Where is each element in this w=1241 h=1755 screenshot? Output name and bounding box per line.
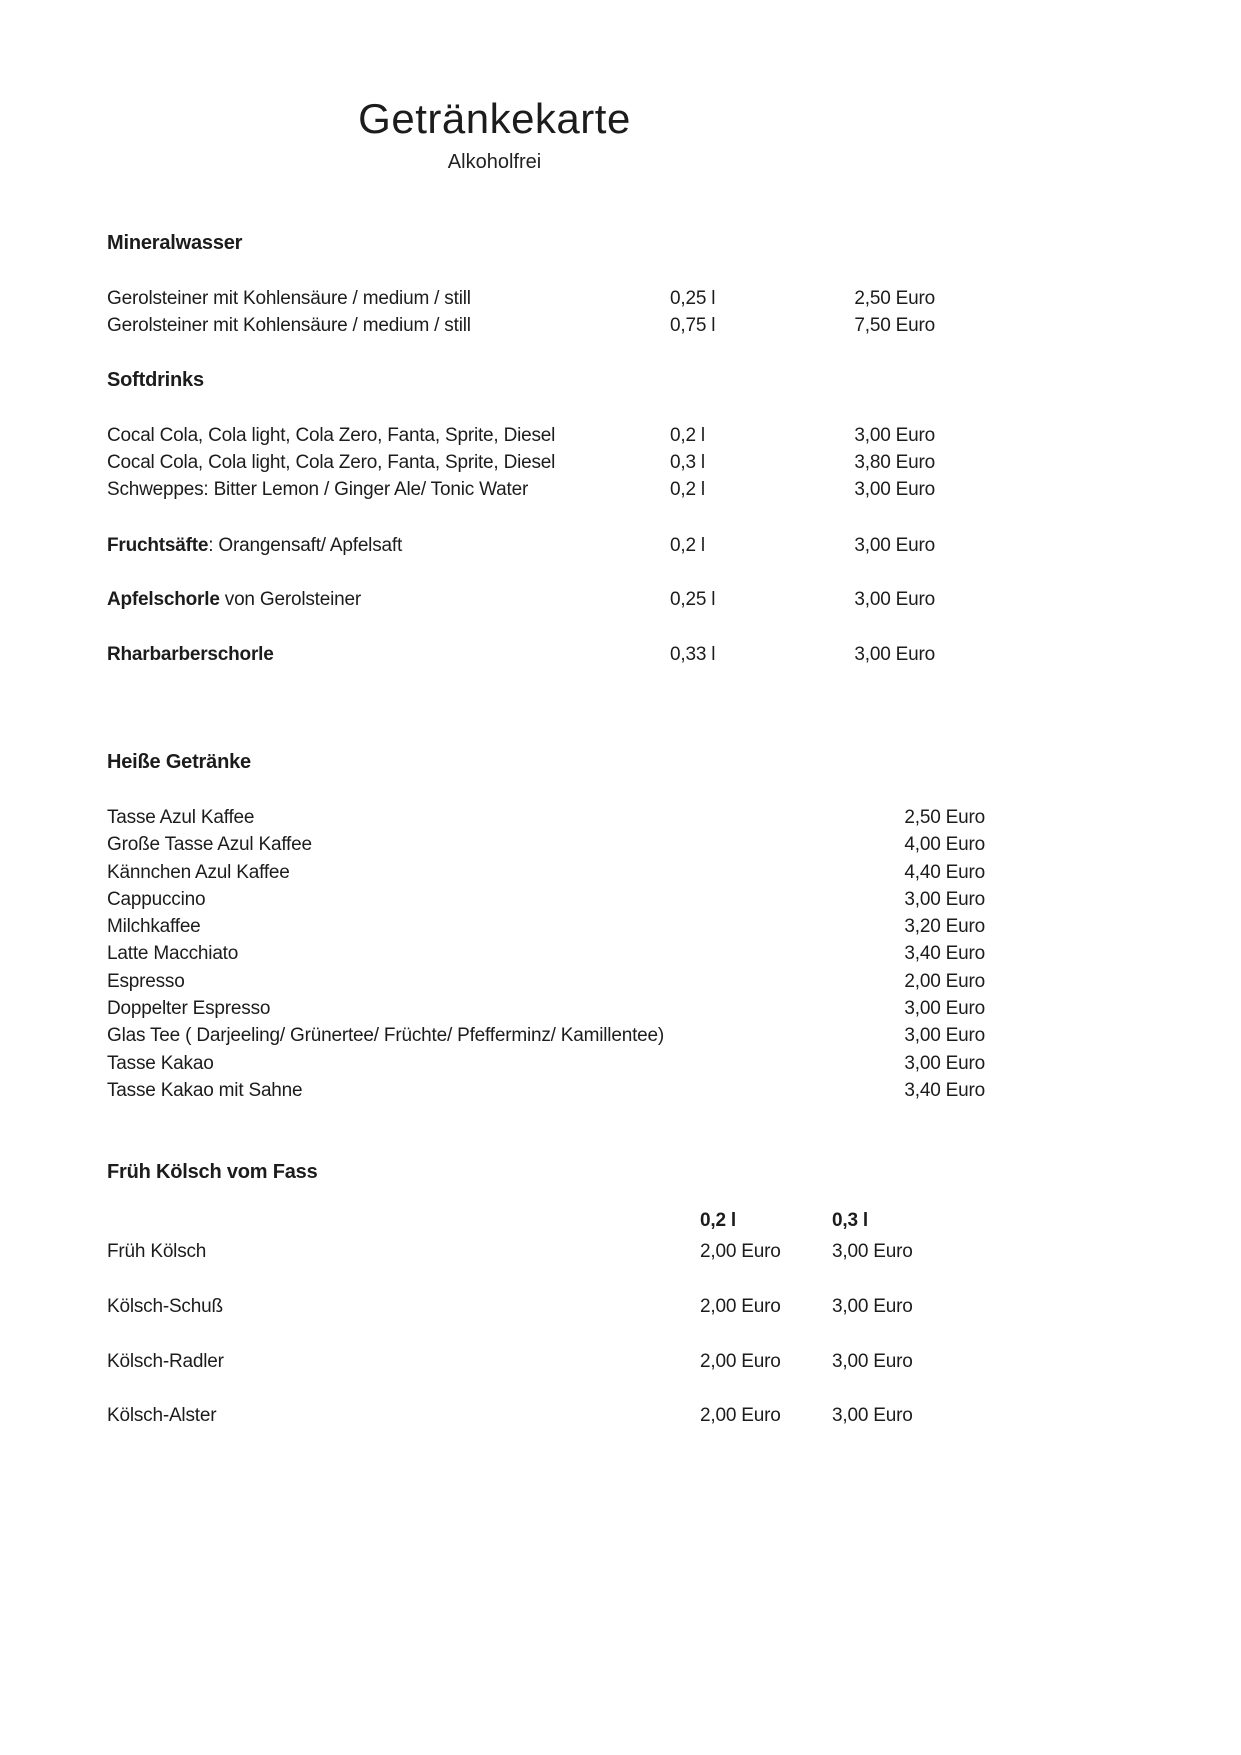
page-subtitle: Alkoholfrei [447,151,542,173]
item-price: 3,40 Euro [904,943,985,965]
table-row [107,886,985,913]
item-name [107,586,670,613]
item-price: 4,00 Euro [904,834,985,856]
item-name: Große Tasse Azul Kaffee [107,834,312,856]
item-volume: 0,2 l [670,535,705,556]
table-row [107,1348,937,1375]
item-volume: 0,33 l [670,644,716,665]
page-title: Getränkekarte [358,95,631,142]
table-row [107,422,935,449]
item-volume: 0,75 l [670,315,716,336]
section-heading-softdrinks: Softdrinks [107,369,204,391]
item-price: 3,00 Euro [904,998,985,1020]
item-volume: 0,25 l [670,288,716,309]
item-name: Tasse Kakao mit Sahne [107,1079,303,1101]
item-volume: 0,2 l [670,425,705,446]
table-row [107,285,935,312]
item-name: Glas Tee ( Darjeeling/ Grünertee/ Früchte/ Pfefferminz/ Kamillentee) [107,1025,665,1047]
table-row [107,913,985,940]
item-name: Tasse Kakao [107,1052,214,1074]
table-row [107,995,985,1022]
item-name: Doppelter Espresso [107,998,271,1020]
item-name: Tasse Azul Kaffee [107,807,255,828]
table-row [107,586,935,613]
item-price: 3,00 Euro [854,425,935,446]
item-volume: 0,25 l [670,589,716,610]
item-name: Cappuccino [107,888,206,910]
heisse-getraenke-rows [107,804,1137,1104]
item-name: Kölsch-Schuß [107,1296,223,1318]
item-price: 7,50 Euro [854,315,935,336]
table-row [107,859,985,886]
title-block [107,96,882,174]
item-name: Schweppes: Bitter Lemon / Ginger Ale/ Tonic Water [107,479,529,500]
size-header-small: 0,2 l [700,1210,736,1232]
item-price-large: 3,00 Euro [832,1405,913,1427]
table-row [107,1077,985,1104]
table-row [107,940,985,967]
section-heading-koelsch: Früh Kölsch vom Fass [107,1161,318,1184]
table-row [107,1238,937,1265]
item-name: Kölsch-Alster [107,1405,217,1427]
table-row [107,831,985,858]
item-name [107,641,670,668]
table-row [107,968,985,995]
item-price-small: 2,00 Euro [700,1241,781,1263]
item-price: 3,40 Euro [904,1079,985,1101]
item-name: Gerolsteiner mit Kohlensäure / medium / still [107,315,471,336]
item-price: 2,50 Euro [854,288,935,309]
table-row [107,1293,937,1320]
item-name-bold: Rharbarberschorle [107,644,274,665]
table-row [107,532,935,559]
item-name: Früh Kölsch [107,1241,207,1263]
item-price: 3,00 Euro [854,479,935,500]
item-name-rest: von Gerolsteiner [219,589,361,610]
item-price-large: 3,00 Euro [832,1296,913,1318]
item-price: 2,50 Euro [904,807,985,828]
section-heading-mineralwasser: Mineralwasser [107,232,243,254]
mineralwasser-rows [107,285,1137,339]
item-name [107,532,670,559]
item-price-small: 2,00 Euro [700,1405,781,1427]
empty-cell [107,1207,700,1234]
table-row [107,312,935,339]
table-row [107,1050,985,1077]
softdrinks-rows [107,422,1137,503]
item-price: 3,00 Euro [854,644,935,665]
table-row [107,449,935,476]
item-price: 3,20 Euro [904,916,985,938]
item-price: 3,00 Euro [854,589,935,610]
item-name: Cocal Cola, Cola light, Cola Zero, Fanta, Sprite, Diesel [107,425,556,446]
item-price-small: 2,00 Euro [700,1296,781,1318]
size-header-large: 0,3 l [832,1210,868,1232]
item-price-large: 3,00 Euro [832,1351,913,1373]
item-price: 3,00 Euro [904,1052,985,1074]
size-header-row [107,1207,937,1234]
item-name: Latte Macchiato [107,943,239,965]
item-name: Milchkaffee [107,916,201,938]
item-name: Gerolsteiner mit Kohlensäure / medium / still [107,288,471,309]
menu-content [107,0,1137,1429]
item-price: 3,00 Euro [904,1025,985,1047]
table-row [107,1022,985,1049]
item-price: 3,80 Euro [854,452,935,473]
item-price: 2,00 Euro [904,970,985,992]
table-row [107,804,985,831]
item-name: Kännchen Azul Kaffee [107,861,290,883]
table-row [107,641,935,668]
item-name: Espresso [107,970,185,992]
item-price: 3,00 Euro [904,888,985,910]
item-price-large: 3,00 Euro [832,1241,913,1263]
item-price-small: 2,00 Euro [700,1351,781,1373]
item-volume: 0,3 l [670,452,705,473]
section-heading-heisse-getraenke: Heiße Getränke [107,751,251,773]
item-price: 4,40 Euro [904,861,985,883]
table-row [107,1402,937,1429]
item-price: 3,00 Euro [854,535,935,556]
item-name-bold: Apfelschorle [107,589,220,610]
item-name: Cocal Cola, Cola light, Cola Zero, Fanta, Sprite, Diesel [107,452,556,473]
item-name: Kölsch-Radler [107,1351,224,1373]
item-name-rest: : Orangensaft/ Apfelsaft [208,535,403,556]
table-row [107,476,935,503]
item-volume: 0,2 l [670,479,705,500]
item-name-bold: Fruchtsäfte [107,535,209,556]
